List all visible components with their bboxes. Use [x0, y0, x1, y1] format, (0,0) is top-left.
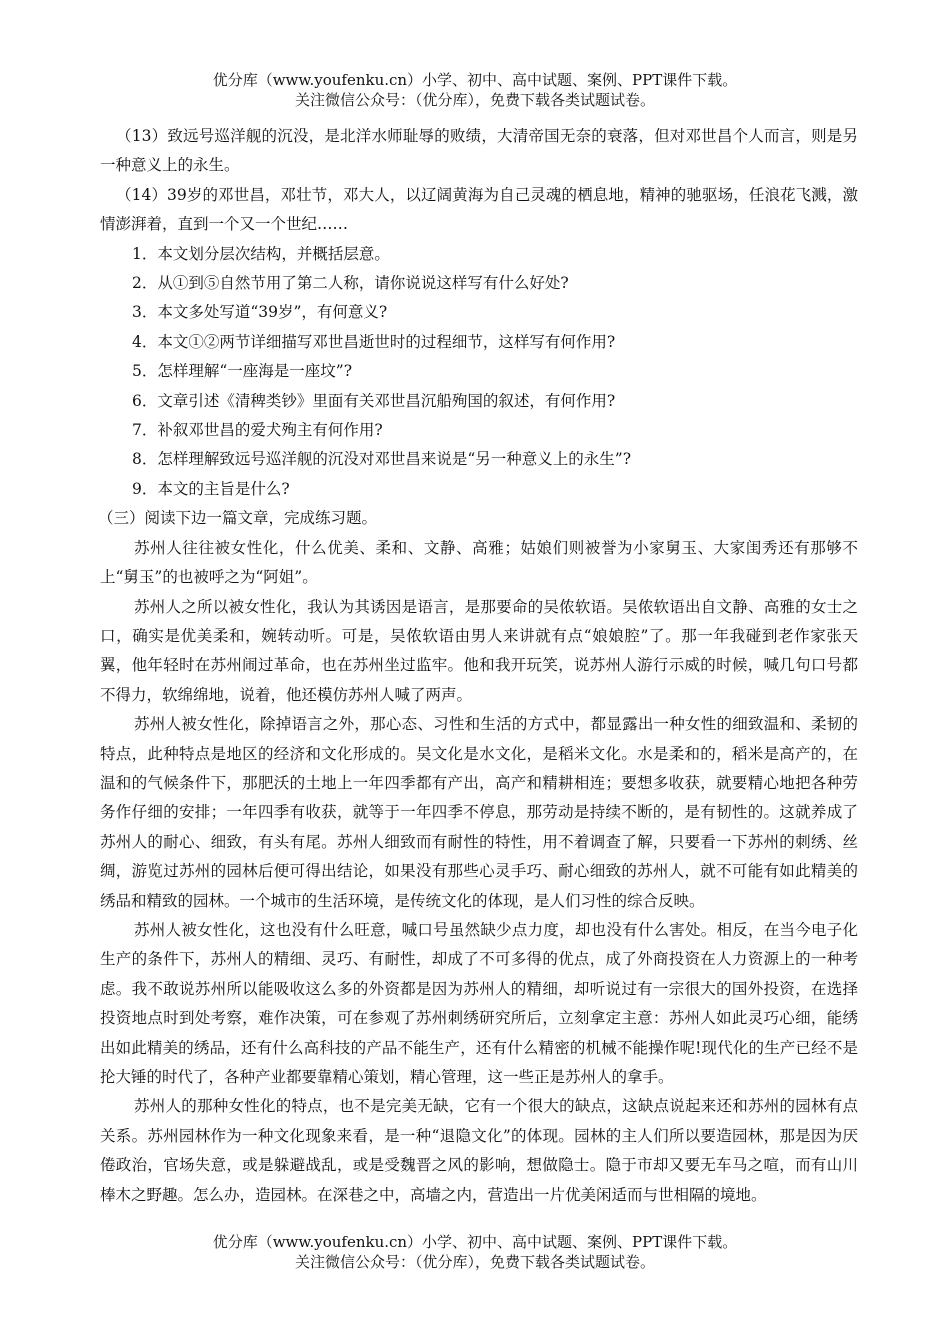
- header-line-1: 优分库（www.youfenku.cn）小学、初中、高中试题、案例、PPT课件下载。: [212, 71, 738, 89]
- essay-paragraph: 苏州人往往被女性化，什么优美、柔和、文静、高雅；姑娘们则被誉为小家舅玉、大家闺秀还有那够不上“舅玉”的也被呼之为“阿姐”。: [100, 538, 858, 587]
- essay-paragraph: 苏州人之所以被女性化，我认为其诱因是语言，是那要命的吴侬软语。吴侬软语出自文静、高雅的女士之口，确实是优美柔和，婉转动听。可是，吴侬软语由男人来讲就有点“娘娘腔”了。那一年我碰到老作家张天翼，他年轻时在苏州闹过革命，也在苏州坐过监牢。他和我开玩笑，说苏州人游行示威的时候，喊几句口号都不得力，软绵绵地，说着，他还模仿苏州人喊了两声。: [100, 597, 858, 704]
- paragraph-13: （13）致远号巡洋舰的沉没，是北洋水师耻辱的败绩，大清帝国无奈的衰落，但对邓世昌个人而言，则是另一种意义上的永生。: [100, 127, 858, 175]
- essay-paragraph: 苏州人被女性化，除掉语言之外，那心态、习性和生活的方式中，都显露出一种女性的细致温和、柔韧的特点，此种特点是地区的经济和文化形成的。吴文化是水文化，是稻米文化。水是柔和的，稻米是高产的，在温和的气候条件下，那肥沃的土地上一年四季都有产出，高产和精耕相连；要想多收获，就要精心地把各种劳务作仔细的安排；一年四季有收获，就等于一年四季不停息，那劳动是持续不断的，是有韧性的。这就养成了苏州人的耐心、细致，有头有尾。苏州人细致而有耐性的特性，用不着调查了解，只要看一下苏州的刺绣、丝绸，游览过苏州的园林后便可得出结论，如果没有那些心灵手巧、耐心细致的苏州人，就不可能有如此精美的绣品和精致的园林。一个城市的生活环境，是传统文化的体现，是人们习性的综合反映。: [100, 715, 858, 910]
- question-item: 9．本文的主旨是什么?: [132, 479, 290, 498]
- footer-line-2: 关注微信公众号：（优分库），免费下载各类试题试卷。: [294, 1253, 655, 1271]
- question-item: 3．本文多处写道“39岁”，有何意义?: [132, 303, 388, 322]
- essay-paragraph: 苏州人的那种女性化的特点，也不是完美无缺，它有一个很大的缺点，这缺点说起来还和苏州的园林有点关系。苏州园林作为一种文化现象来看，是一种“退隐文化”的体现。园林的主人们所以要造园林，那是因为厌倦政治，官场失意，或是躲避战乱，或是受魏晋之风的影响，想做隐士。隐于市却又要无车马之喧，而有山川棒木之野趣。怎么办，造园林。在深巷之中，高墙之内，营造出一片优美闲适而与世相隔的境地。: [100, 1097, 858, 1204]
- question-item: 1．本文划分层次结构，并概括层意。: [132, 244, 390, 263]
- page-footer: [0, 1232, 950, 1272]
- header-line-2: 关注微信公众号：（优分库），免费下载各类试题试卷。: [294, 91, 655, 109]
- essay-paragraph: 苏州人被女性化，这也没有什么旺意，喊口号虽然缺少点力度，却也没有什么害处。相反，在当今电子化生产的条件下，苏州人的精细、灵巧、有耐性，却成了不可多得的优点，成了外商投资在人力资源上的一种考虑。我不敢说苏州所以能吸收这么多的外资都是因为苏州人的精细，却听说过有一宗很大的国外投资，在选择投资地点时到处考察，难作决策，可在参观了苏州刺绣研究所后，立刻拿定主意：苏州人如此灵巧心细，能绣出如此精美的绣品，还有什么高科技的产品不能生产，还有什么精密的机械不能操作呢!现代化的生产已经不是抡大锤的时代了，各种产业都要靠精心策划，精心管理，这一些正是苏州人的拿手。: [100, 920, 858, 1086]
- paragraph-14: （14）39岁的邓世昌，邓壮节，邓大人，以辽阔黄海为自己灵魂的栖息地，精神的驰驱场，任浪花飞溅，激情澎湃着，直到一个又一个世纪……: [100, 185, 858, 234]
- question-item: 8．怎样理解致远号巡洋舰的沉没对邓世昌来说是“另一种意义上的永生”?: [132, 450, 632, 469]
- document-body: [100, 122, 858, 1210]
- question-item: 2．从①到⑤自然节用了第二人称，请你说说这样写有什么好处?: [132, 274, 569, 293]
- question-item: 6．文章引述《清稗类钞》里面有关邓世昌沉船殉国的叙述，有何作用?: [132, 391, 616, 410]
- question-item: 5．怎样理解“一座海是一座坟”?: [132, 362, 353, 381]
- question-list: [100, 240, 858, 505]
- section-3-title: （三）阅读下边一篇文章，完成练习题。: [98, 509, 378, 528]
- page-header: [0, 70, 950, 110]
- question-item: 7．补叙邓世昌的爱犬殉主有何作用?: [132, 421, 383, 440]
- question-item: 4．本文①②两节详细描写邓世昌逝世时的过程细节，这样写有何作用?: [132, 332, 616, 351]
- footer-line-1: 优分库（www.youfenku.cn）小学、初中、高中试题、案例、PPT课件下载。: [212, 1233, 738, 1251]
